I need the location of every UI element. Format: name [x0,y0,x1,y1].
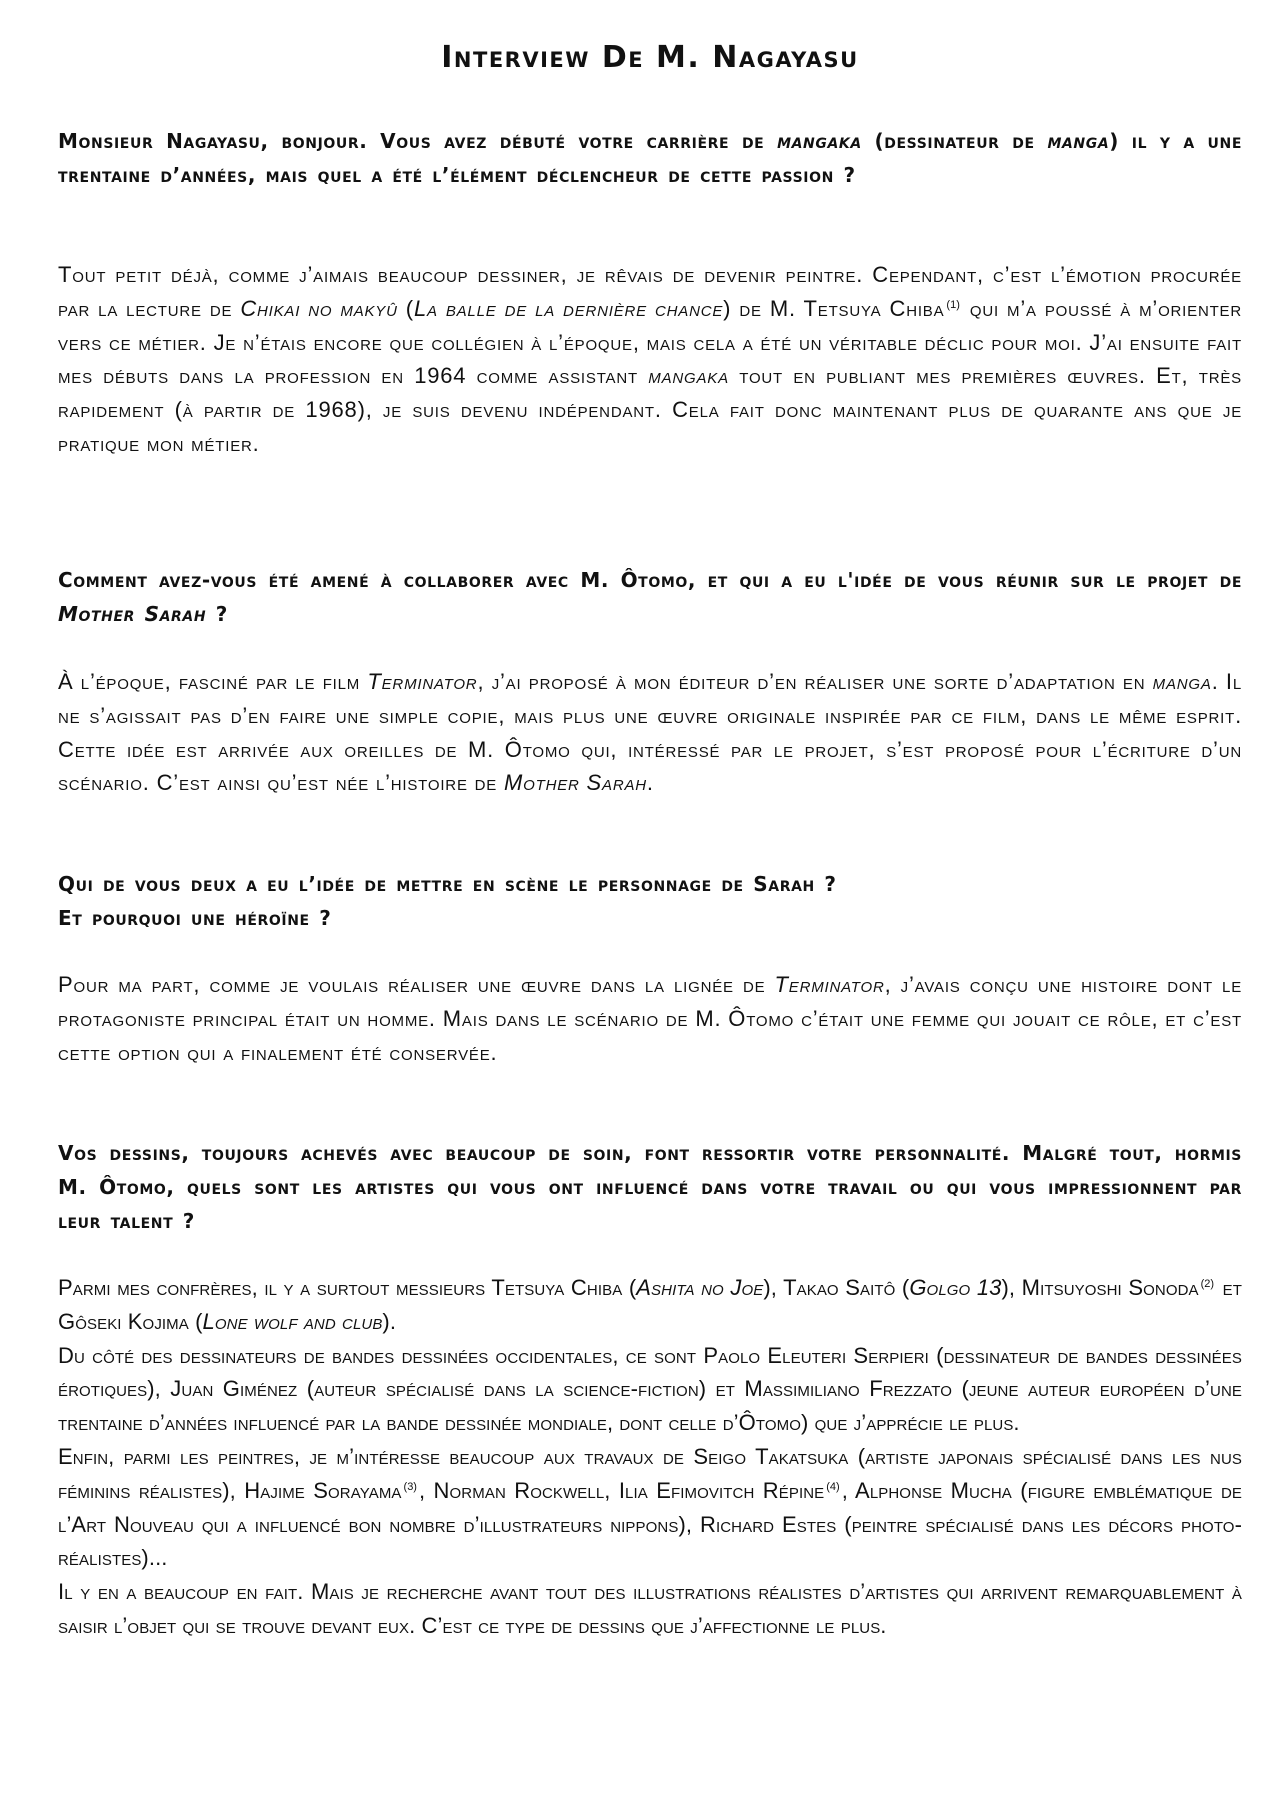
answer-paragraph: Il y en a beaucoup en fait. Mais je recherche avant tout des illustrations réalistes d’artistes qui arrivent remarquablement à saisir l’objet qui se trouve devant eux. C’est ce type de dessins que j’affectionne le plus. [58,1579,1242,1638]
answer-paragraph: Enfin, parmi les peintres, je m’intéresse beaucoup aux travaux de Seigo Takatsuka (artiste japonais spécialisé dans les nus féminins réalistes), Hajime Sorayama $^{(3)}$, Norman Rockwell, Ilia Efimovitch Répine $^{(4)}$, Alphonse Mucha (figure emblématique de l’Art Nouveau qui a influencé bon nombre d’illustrateurs nippons), Richard Estes (peintre spécialisé dans les décors photo-réalistes)... [58,1443,1242,1571]
italic-title: Ashita no Joe [636,1275,764,1300]
question-1: Monsieur Nagayasu, bonjour. Vous avez débuté votre carrière de mangaka (dessinateur de manga) il y a une trentaine d’années, mais quel a été l’élément déclencheur de cette passion ? [58,129,1242,187]
footnote-marker: (1) [946,298,960,311]
answer-paragraph: Pour ma part, comme je voulais réaliser une œuvre dans la lignée de Terminator, j’avais conçu une histoire dont le protagoniste principal était un homme. Mais dans le scénario de M. Ôtomo c’était une femme qui jouait ce rôle, et c’est cette option qui a finalement été conservée. [58,972,1243,1065]
page-title: Interview De M. Nagayasu [441,40,859,75]
answer-paragraph: Tout petit déjà, comme j’aimais beaucoup dessiner, je rêvais de devenir peintre. Cependant, c’est l’émotion procurée par la lecture de Chikai no makyû (La balle de la dernière chance) de M. Tetsuya Chiba $^{(1)}$ qui m’a poussé à m’orienter vers ce métier. Je n’étais encore que collégien à l’époque, mais cela a été un véritable déclic pour moi. J’ai ensuite fait mes débuts dans la profession en 1964 comme assistant mangaka tout en publiant mes premières œuvres. Et, très rapidement (à partir de 1968), je suis devenu indépendant. Cela fait donc maintenant plus de quarante ans que je pratique mon métier. [58,262,1242,456]
answer-4 [58,1271,1242,1643]
italic-title: Mother Sarah [58,602,207,626]
footnote-marker: (4) [826,1480,840,1493]
question-3 [58,867,1242,935]
italic-title: La balle de la dernière chance [413,295,724,321]
question-3-line-2: Et pourquoi une héroïne ? [58,906,332,930]
italic-title: Lone wolf and club [202,1308,383,1334]
question-3-line-1: Qui de vous deux a eu l’idée de mettre en scène le personnage de Sarah ? [58,872,837,896]
answer-paragraph: Du côté des dessinateurs de bandes dessinées occidentales, ce sont Paolo Eleuteri Serpieri (dessinateur de bandes dessinées érotiques), Juan Giménez (auteur spécialisé dans la science-fiction) et Massimiliano Frezzato (jeune auteur européen d’une trentaine d’années influencé par la bande dessinée mondiale, dont celle d’Ôtomo) que j’apprécie le plus. [58,1342,1242,1436]
answer-paragraph: À l’époque, fasciné par le film Terminator, j’ai proposé à mon éditeur d’en réaliser une sorte d’adaptation en manga. Il ne s’agissait pas d’en faire une simple copie, mais plus une œuvre originale inspirée par ce film, dans le même esprit. Cette idée est arrivée aux oreilles de M. Ôtomo qui, intéressé par le projet, s’est proposé pour l’écriture d’un scénario. C’est ainsi qu’est née l’histoire de Mother Sarah. [58,669,1242,796]
italic-title: mangaka [648,363,729,389]
footnote-marker: (3) [403,1480,417,1493]
italic-title: Terminator [367,669,478,694]
footnote-marker: (2) [1200,1278,1215,1290]
answer-1 [58,258,1242,461]
italic-title: manga [1152,669,1212,694]
answer-paragraph: Parmi mes confrères, il y a surtout messieurs Tetsuya Chiba (Ashita no Joe), Takao Saitô (Golgo 13), Mitsuyoshi Sonoda $^{(2)}$ et Gôseki Kojima (Lone wolf and club). [58,1275,1242,1334]
question-2: Comment avez-vous été amené à collaborer avec M. Ôtomo, et qui a eu l'idée de vous réunir sur le projet de Mother Sarah ? [58,568,1242,626]
italic-title: manga [1047,129,1110,153]
answer-2 [58,665,1242,800]
question-4: Vos dessins, toujours achevés avec beaucoup de soin, font ressortir votre personnalité. Malgré tout, hormis M. Ôtomo, quels sont les artistes qui vous ont influencé dans votre travail ou qui vous impressionnent par leur talent ? [58,1141,1242,1233]
italic-title: Golgo 13 [909,1275,1002,1300]
italic-title: mangaka [777,129,862,153]
italic-title: Terminator [774,972,885,997]
answer-3 [58,968,1242,1069]
italic-title: Mother Sarah [504,770,647,796]
italic-title: Chikai no makyû [240,295,398,321]
